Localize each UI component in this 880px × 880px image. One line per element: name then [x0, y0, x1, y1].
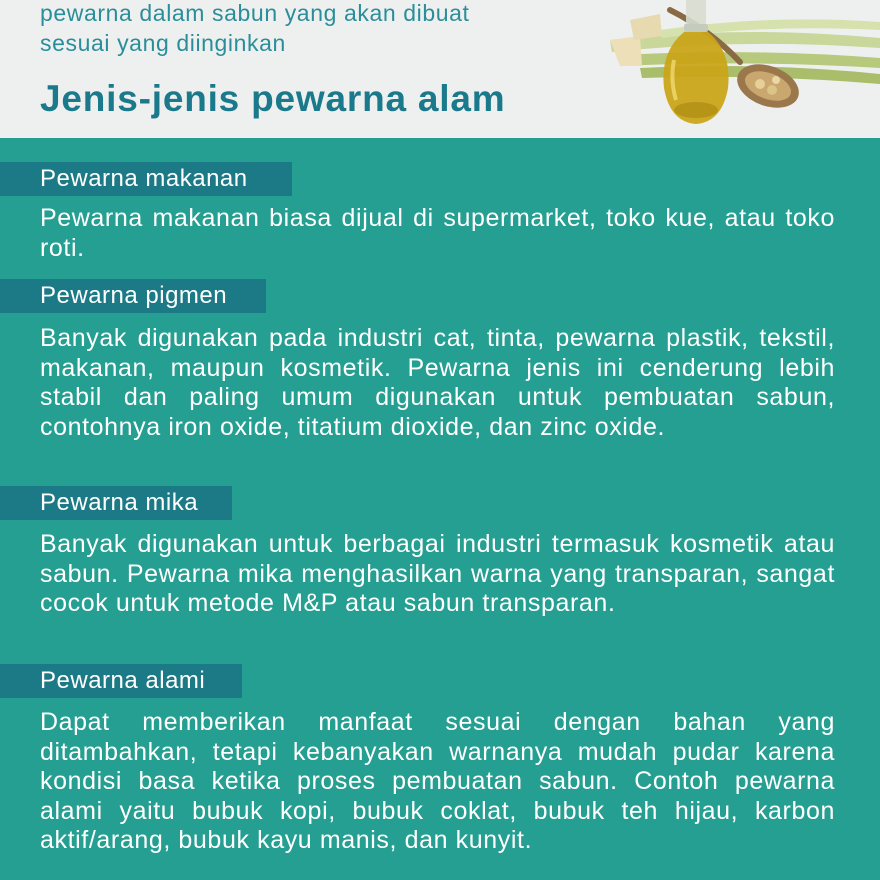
section-heading-pewarna-alami: Pewarna alami — [0, 664, 242, 698]
intro-line-2: sesuai yang diinginkan — [40, 30, 286, 56]
intro-text — [40, 0, 600, 58]
intro-line-1: pewarna dalam sabun yang akan dibuat — [40, 0, 470, 26]
section-body-pewarna-alami: Dapat memberikan manfaat sesuai dengan bahan yang ditambahkan, tetapi kebanyakan warnanya mudah pudar karena kondisi basa ketika proses pembuatan sabun. Contoh pewarna alami yaitu bubuk kopi, bubuk coklat, bubuk teh hijau, karbon aktif/arang, bubuk kayu manis, dan kunyit. — [40, 708, 835, 854]
section-body-pewarna-pigmen: Banyak digunakan pada industri cat, tinta, pewarna plastik, tekstil, makanan, maupun kosmetik. Pewarna jenis ini cenderung lebih stabil dan paling umum digunakan untuk pembuatan sabun, contohnya iron oxide, titatium dioxide, dan zinc oxide. — [40, 324, 835, 441]
section-heading-pewarna-mika: Pewarna mika — [0, 486, 232, 520]
header — [0, 0, 880, 138]
main-content — [0, 138, 880, 880]
oil-bottle — [663, 0, 728, 124]
section-body-pewarna-mika: Banyak digunakan untuk berbagai industri termasuk kosmetik atau sabun. Pewarna mika menghasilkan warna yang transparan, sangat cocok untuk metode M&P atau sabun transparan. — [40, 530, 835, 617]
section-heading-pewarna-pigmen: Pewarna pigmen — [0, 279, 266, 313]
page-title: Jenis-jenis pewarna alam — [40, 78, 506, 119]
lemongrass-oil-bottle-spoon-illustration — [600, 0, 880, 138]
section-heading-pewarna-makanan: Pewarna makanan — [0, 162, 292, 196]
section-body-pewarna-makanan: Pewarna makanan biasa dijual di supermarket, toko kue, atau toko roti. — [40, 204, 835, 262]
